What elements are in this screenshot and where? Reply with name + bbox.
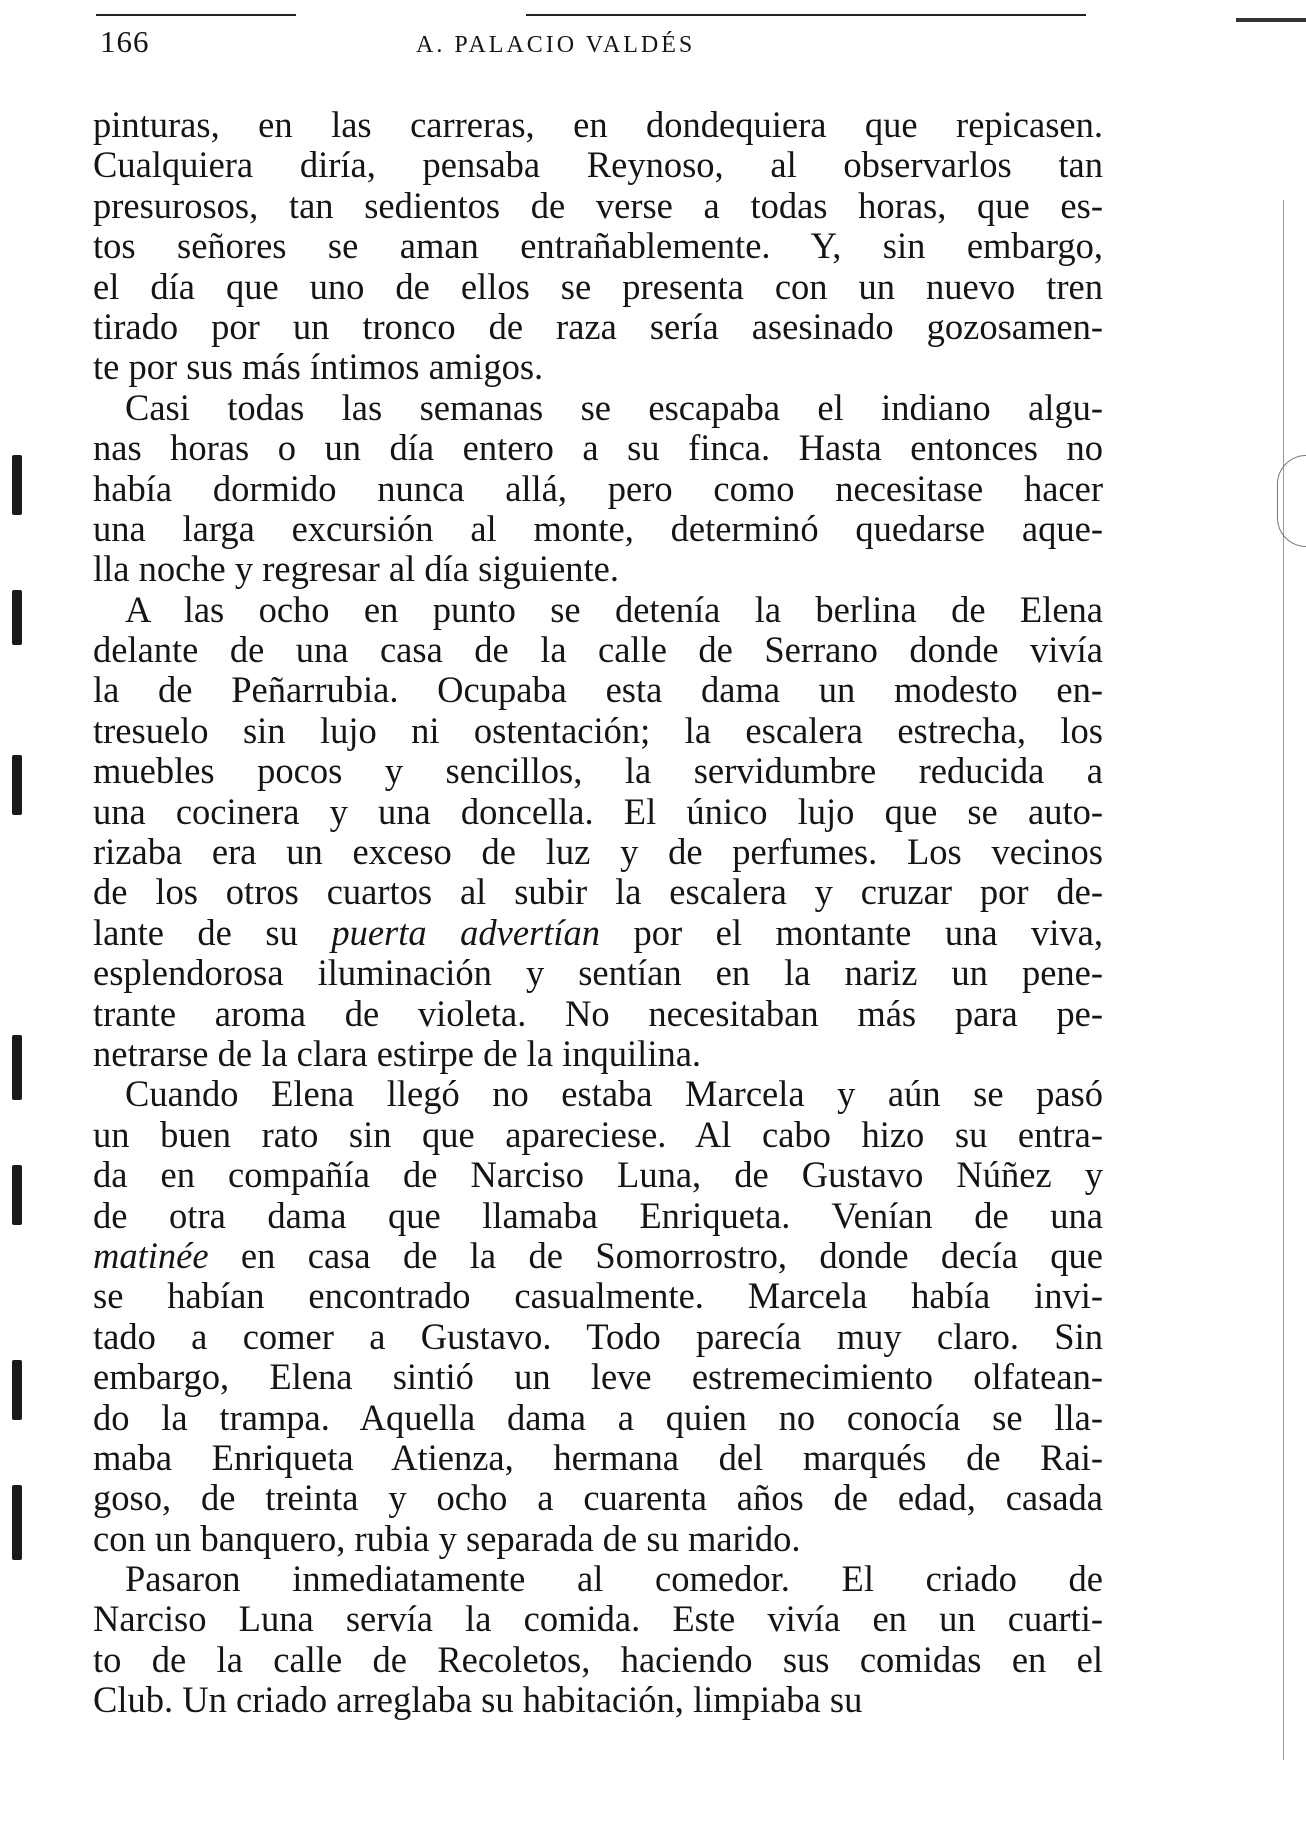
paragraph xyxy=(93,590,1103,1075)
paragraph xyxy=(93,1074,1103,1559)
text-line: maba Enriqueta Atienza, hermana del marqués de Rai- xyxy=(93,1436,1103,1478)
paragraph xyxy=(93,105,1103,388)
page-header xyxy=(96,10,1066,60)
margin-binding-mark xyxy=(12,455,22,515)
text-line: matinée en casa de la de Somorrostro, donde decía que xyxy=(93,1234,1103,1276)
text-line: tirado por un tronco de raza sería asesinado gozosamen- xyxy=(93,305,1103,347)
margin-binding-mark xyxy=(12,1165,22,1225)
text-line: netrarse de la clara estirpe de la inquilina. xyxy=(93,1032,702,1074)
scan-edge-rule xyxy=(1236,18,1306,22)
margin-binding-mark xyxy=(12,1035,22,1100)
text-line: la de Peñarrubia. Ocupaba esta dama un modesto en- xyxy=(93,669,1103,711)
text-line: A las ocho en punto se detenía la berlina de Elena xyxy=(125,588,1103,630)
italic-text: puerta advertían xyxy=(331,911,601,953)
text-line: de otra dama que llamaba Enriqueta. Venían de una xyxy=(93,1194,1103,1236)
margin-binding-mark xyxy=(12,755,22,815)
text-line: Casi todas las semanas se escapaba el indiano algu- xyxy=(125,386,1103,428)
text-line: Pasaron inmediatamente al comedor. El criado de xyxy=(125,1558,1103,1600)
body-text xyxy=(93,105,1103,1721)
text-line: una larga excursión al monte, determinó quedarse aque- xyxy=(93,507,1103,549)
text-line: Club. Un criado arreglaba su habitación, limpiaba su xyxy=(93,1679,863,1721)
italic-text: matinée xyxy=(93,1234,209,1276)
text-line: con un banquero, rubia y separada de su marido. xyxy=(93,1517,801,1559)
margin-binding-mark xyxy=(12,590,22,645)
header-rule xyxy=(96,14,296,16)
paragraph xyxy=(93,1559,1103,1721)
text-line: lla noche y regresar al día siguiente. xyxy=(93,548,619,590)
text-line: lante de su puerta advertían por el montante una viva, xyxy=(93,911,1103,953)
text-line: goso, de treinta y ocho a cuarenta años de edad, casada xyxy=(93,1477,1103,1519)
text-line: presurosos, tan sedientos de verse a todas horas, que es- xyxy=(93,184,1103,226)
text-line: un buen rato sin que apareciese. Al cabo hizo su entra- xyxy=(93,1113,1103,1155)
text-line: de los otros cuartos al subir la escalera y cruzar por de- xyxy=(93,871,1103,913)
text-line: te por sus más íntimos amigos. xyxy=(93,346,544,388)
text-line: había dormido nunca allá, pero como necesitase hacer xyxy=(93,467,1103,509)
text-line: nas horas o un día entero a su finca. Hasta entonces no xyxy=(93,427,1103,469)
text-line: muebles pocos y sencillos, la servidumbre reducida a xyxy=(93,750,1103,792)
text-line: se habían encontrado casualmente. Marcela había invi- xyxy=(93,1275,1103,1317)
margin-binding-mark xyxy=(12,1360,22,1420)
margin-binding-mark xyxy=(12,1485,22,1560)
text-line: esplendorosa iluminación y sentían en la nariz un pene- xyxy=(93,952,1103,994)
header-rule xyxy=(526,14,1086,16)
text-line: da en compañía de Narciso Luna, de Gustavo Núñez y xyxy=(93,1154,1103,1196)
text-line: Narciso Luna servía la comida. Este vivía en un cuarti- xyxy=(93,1598,1103,1640)
text-line: tos señores se aman entrañablemente. Y, sin embargo, xyxy=(93,225,1103,267)
running-head: A. PALACIO VALDÉS xyxy=(416,32,696,58)
text-line: Cuando Elena llegó no estaba Marcela y aún se pasó xyxy=(125,1073,1103,1115)
text-line: trante aroma de violeta. No necesitaban más para pe- xyxy=(93,992,1103,1034)
text-line: el día que uno de ellos se presenta con un nuevo tren xyxy=(93,265,1103,307)
text-line: Cualquiera diría, pensaba Reynoso, al observarlos tan xyxy=(93,144,1103,186)
text-line: tresuelo sin lujo ni ostentación; la escalera estrecha, los xyxy=(93,709,1103,751)
page-number: 166 xyxy=(100,24,150,59)
paragraph xyxy=(93,388,1103,590)
text-line: rizaba era un exceso de luz y de perfumes. Los vecinos xyxy=(93,831,1103,873)
text-line: una cocinera y una doncella. El único lujo que se auto- xyxy=(93,790,1103,832)
text-line: delante de una casa de la calle de Serrano donde vivía xyxy=(93,629,1103,671)
scan-edge-line xyxy=(1283,200,1284,1760)
text-line: to de la calle de Recoletos, haciendo sus comidas en el xyxy=(93,1638,1103,1680)
text-line: pinturas, en las carreras, en dondequiera que repicasen. xyxy=(93,104,1103,145)
text-line: tado a comer a Gustavo. Todo parecía muy claro. Sin xyxy=(93,1315,1103,1357)
scan-edge-arc xyxy=(1277,455,1306,547)
text-line: do la trampa. Aquella dama a quien no conocía se lla- xyxy=(93,1396,1103,1438)
text-line: embargo, Elena sintió un leve estremecimiento olfatean- xyxy=(93,1356,1103,1398)
